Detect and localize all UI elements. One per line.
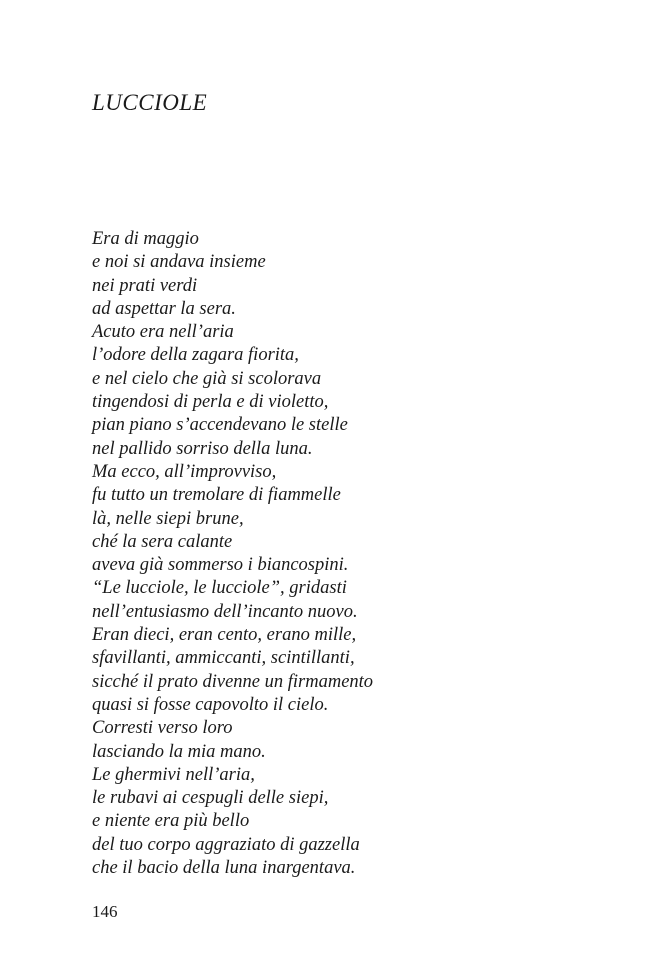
page-number: 146 [92,902,118,921]
poem-line: Eran dieci, eran cento, erano mille, [92,625,357,646]
poem-line: Era di maggio [92,229,199,249]
poem-line: che il bacio della luna inargentava. [92,858,356,879]
poem-line: nel pallido sorriso della luna. [92,438,313,459]
poem-line: e noi si andava insieme [92,252,266,273]
poem-line: Le ghermivi nell’aria, [92,764,255,785]
poem-line: Corresti verso loro [92,718,233,739]
poem-line: e niente era più bello [92,811,250,832]
poem-body [92,228,373,880]
poem-line: quasi si fosse capovolto il cielo. [92,694,329,715]
poem-line: “Le lucciole, le lucciole”, gridasti [92,578,347,599]
poem-line: tingendosi di perla e di violetto, [92,392,329,413]
poem-line: là, nelle siepi brune, [92,508,244,529]
poem-line: ad aspettar la sera. [92,298,236,319]
poem-line: nei prati verdi [92,275,198,296]
poem-title: LUCCIOLE [92,90,208,115]
poem-line: Ma ecco, all’improvviso, [92,461,277,482]
poem-line: pian piano s’accendevano le stelle [92,415,348,436]
poem-line: lasciando la mia mano. [92,741,266,762]
poem-line: Acuto era nell’aria [92,322,234,343]
poem-line: le rubavi ai cespugli delle siepi, [92,788,329,809]
poem-line: l’odore della zagara fiorita, [92,345,299,366]
poem-line: aveva già sommerso i biancospini. [92,555,349,576]
poem-line: fu tutto un tremolare di fiammelle [92,485,341,506]
poem-line: sicché il prato divenne un firmamento [92,671,374,692]
poem-line: nell’entusiasmo dell’incanto nuovo. [92,601,358,622]
poem-line: e nel cielo che già si scolorava [92,368,322,389]
poem-line: sfavillanti, ammiccanti, scintillanti, [92,648,355,669]
poem-line: ché la sera calante [92,531,233,552]
poem-line: del tuo corpo aggraziato di gazzella [92,834,360,855]
